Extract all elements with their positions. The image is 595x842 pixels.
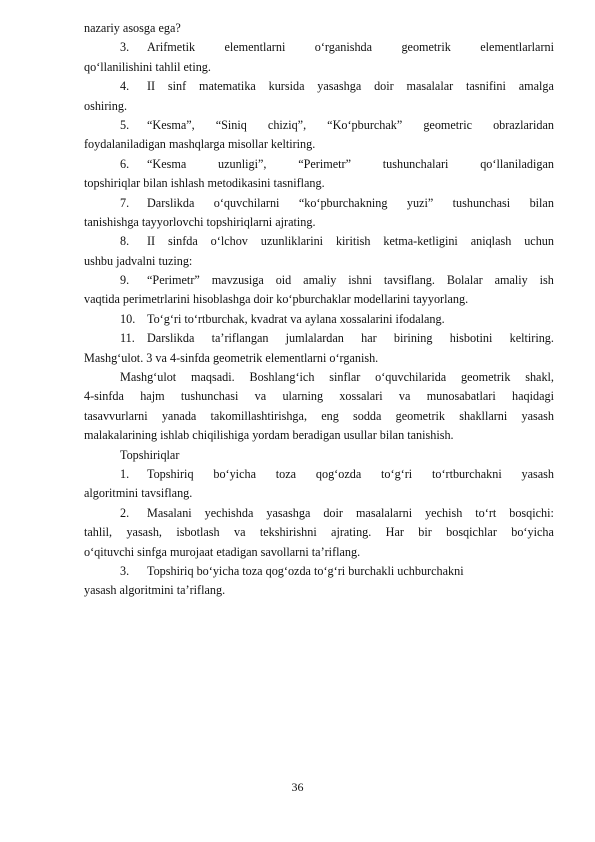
line-content [84, 407, 554, 426]
word: amaliy [494, 273, 528, 288]
line-text: Topshiriq bo‘yicha toza qog‘ozda to‘g‘ri burchakli uchburchakni [147, 563, 464, 578]
word: haqidagi [512, 389, 554, 404]
line-text: malakalarining ishlab chiqilishiga yordam beradigan usullar bilan tanishish. [84, 428, 454, 443]
word: “Perimetr” [298, 156, 351, 171]
line-content [84, 543, 554, 562]
word: yechishda [204, 505, 254, 520]
word: Bolalar [446, 273, 483, 288]
word: to‘rtburchakni [431, 466, 502, 481]
word: Mashg‘ulot [120, 370, 177, 385]
line-content [84, 523, 554, 542]
line-text [84, 387, 554, 406]
text-line [84, 465, 554, 484]
text-line [84, 213, 554, 232]
word: ta’riflangan [211, 331, 269, 346]
word: o‘quvchilarida [375, 370, 447, 385]
text-line [84, 194, 554, 213]
item-number: 8. [120, 234, 130, 249]
line-content [120, 446, 554, 465]
line-text [84, 407, 554, 426]
text-line [84, 38, 554, 57]
word: Boshlang‘ich [249, 370, 315, 385]
line-content [84, 135, 554, 154]
word: II [147, 234, 156, 249]
line-text [147, 194, 554, 213]
line-text [147, 77, 554, 96]
text-line [84, 310, 554, 329]
text-line [84, 368, 554, 387]
text-line [84, 523, 554, 542]
line-content [84, 581, 554, 600]
word: elementlarni [224, 40, 286, 55]
word: to‘g‘ri [381, 466, 413, 481]
item-number: 10. [120, 311, 136, 326]
text-line [84, 252, 554, 271]
word: yasash [521, 466, 554, 481]
word: eng [321, 408, 339, 423]
word: ularning [282, 389, 324, 404]
line-content [120, 562, 554, 581]
line-content [84, 174, 554, 193]
word: shakllarni [459, 408, 508, 423]
word: Darslikda [147, 331, 195, 346]
word: to‘rt [475, 505, 497, 520]
line-text: o‘qituvchi sinfga murojaat etadigan savollarni ta’riflang. [84, 544, 361, 559]
word: “Siniq [215, 117, 247, 132]
word: ajrating. [331, 525, 372, 540]
word: “ko‘pburchakning [298, 195, 388, 210]
word: kursida [268, 79, 305, 94]
word: Arifmetik [147, 40, 196, 55]
line-text [147, 116, 554, 135]
text-line [84, 97, 554, 116]
line-text: ushbu jadvalni tuzing: [84, 253, 193, 268]
line-text: foydalaniladigan mashqlarga misollar keltiring. [84, 137, 316, 152]
word: geometrik [461, 370, 511, 385]
line-text [147, 38, 554, 57]
word: oid [275, 273, 292, 288]
line-content [120, 329, 554, 348]
line-content [120, 194, 554, 213]
word: jumlalardan [285, 331, 344, 346]
line-text [120, 368, 554, 387]
word: tushunchasi [180, 389, 239, 404]
word: yasash, [126, 525, 162, 540]
line-text [147, 271, 554, 290]
word: amaliy [303, 273, 337, 288]
word: obrazlaridan [493, 117, 554, 132]
word: Har [385, 525, 404, 540]
word: kiritish [335, 234, 371, 249]
line-content [120, 116, 554, 135]
text-line [84, 155, 554, 174]
word: geometrik [401, 40, 451, 55]
word: yasash [521, 408, 554, 423]
line-content [84, 58, 554, 77]
line-content [120, 232, 554, 251]
word: ishni [348, 273, 372, 288]
line-content [120, 271, 554, 290]
line-content [84, 290, 554, 309]
word: matematika [198, 79, 256, 94]
text-line [84, 58, 554, 77]
line-text: qo‘llanilishini tahlil eting. [84, 59, 211, 74]
text-line [84, 174, 554, 193]
word: birining [393, 331, 433, 346]
word: bir [418, 525, 432, 540]
line-text: topshiriqlar bilan ishlash metodikasini tasniflang. [84, 176, 325, 191]
line-content [120, 38, 554, 57]
text-line [84, 426, 554, 445]
word: har [361, 331, 377, 346]
word: tekshirishni [259, 525, 317, 540]
word: tavsiflang. [383, 273, 435, 288]
item-number: 3. [120, 563, 130, 578]
text-line [84, 543, 554, 562]
text-line [84, 484, 554, 503]
word: shakl, [525, 370, 554, 385]
word: “Kesma [147, 156, 187, 171]
word: va [233, 525, 246, 540]
line-content [120, 310, 554, 329]
line-text [147, 465, 554, 484]
item-number: 7. [120, 195, 130, 210]
word: hisbotini [449, 331, 493, 346]
word: sodda [352, 408, 382, 423]
line-text: algoritmini tavsiflang. [84, 486, 193, 501]
line-text: yasash algoritmini ta’riflang. [84, 583, 226, 598]
word: doir [323, 505, 343, 520]
page-number: 36 [291, 780, 304, 794]
word: aniqlash [470, 234, 512, 249]
word: sinflar [329, 370, 361, 385]
item-number: 4. [120, 79, 130, 94]
word: toza [275, 466, 297, 481]
word: tushunchalari [382, 156, 449, 171]
line-content [120, 77, 554, 96]
word: “Perimetr” [147, 273, 200, 288]
line-text [84, 523, 554, 542]
line-content [120, 155, 554, 174]
line-text [147, 232, 554, 251]
word: masalalarni [355, 505, 413, 520]
document-body [84, 19, 554, 601]
item-number: 9. [120, 273, 130, 288]
line-text: tanishishga tayyorlovchi topshiriqlarni ajrating. [84, 214, 316, 229]
word: keltiring. [509, 331, 554, 346]
word: ketma-ketligini [383, 234, 458, 249]
word: va [398, 389, 411, 404]
text-line [84, 349, 554, 368]
word: II [147, 79, 156, 94]
item-number: 2. [120, 505, 130, 520]
word: geometrik [395, 408, 446, 423]
word: “Kesma”, [147, 117, 195, 132]
word: qo‘llaniladigan [480, 156, 554, 171]
word: hajm [140, 389, 165, 404]
word: Darslikda [147, 195, 195, 210]
line-content [120, 368, 554, 387]
word: o‘rganishda [314, 40, 373, 55]
line-content [84, 484, 554, 503]
word: maqsadi. [190, 370, 235, 385]
word: mavzusiga [211, 273, 264, 288]
line-text: Mashg‘ulot. 3 va 4-sinfda geometrik elementlarni o‘rganish. [84, 350, 379, 365]
word: o‘lchov [210, 234, 248, 249]
line-content [84, 349, 554, 368]
word: sinfda [168, 234, 198, 249]
text-line [84, 387, 554, 406]
word: doir [374, 79, 394, 94]
word: o‘quvchilarni [213, 195, 280, 210]
word: bo‘yicha [213, 466, 256, 481]
text-line [84, 407, 554, 426]
word: va [254, 389, 267, 404]
text-line [84, 232, 554, 251]
item-number: 1. [120, 466, 130, 481]
text-line [84, 77, 554, 96]
line-content [120, 504, 554, 523]
text-line [84, 116, 554, 135]
word: bosqichlar [446, 525, 497, 540]
word: “Ko‘pburchak” [327, 117, 403, 132]
item-number: 11. [120, 331, 135, 346]
line-content [84, 19, 554, 38]
line-content [84, 252, 554, 271]
line-text: Topshiriqlar [120, 447, 180, 462]
line-content [84, 387, 554, 406]
line-content [120, 465, 554, 484]
word: bo‘yicha [511, 525, 554, 540]
word: elementlarlarni [480, 40, 554, 55]
item-number: 5. [120, 117, 130, 132]
line-text [147, 155, 554, 174]
word: sinf [167, 79, 187, 94]
text-line [84, 19, 554, 38]
text-line [84, 446, 554, 465]
text-line [84, 581, 554, 600]
line-text: vaqtida perimetrlarini hisoblashga doir ko‘pburchaklar modellarini tayyorlang. [84, 292, 469, 307]
word: uchun [524, 234, 554, 249]
word: chiziq”, [267, 117, 307, 132]
word: tahlil, [84, 525, 113, 540]
word: uzunliklarini [260, 234, 324, 249]
line-text: To‘g‘ri to‘rtburchak, kvadrat va aylana xossalarini ifodalang. [147, 311, 445, 326]
word: qog‘ozda [315, 466, 362, 481]
item-number: 3. [120, 40, 130, 55]
word: geometric [423, 117, 473, 132]
text-line [84, 135, 554, 154]
word: ish [539, 273, 554, 288]
word: amalga [518, 79, 554, 94]
text-line [84, 562, 554, 581]
word: xossalari [339, 389, 383, 404]
line-text [147, 504, 554, 523]
word: munosabatlari [426, 389, 496, 404]
item-number: 6. [120, 156, 130, 171]
line-text: nazariy asosga ega? [84, 21, 181, 35]
line-content [84, 213, 554, 232]
line-text: oshiring. [84, 98, 127, 113]
word: masalalar [406, 79, 454, 94]
word: yechish [425, 505, 463, 520]
line-content [84, 426, 554, 445]
word: tushunchasi [452, 195, 511, 210]
word: bosqichi: [509, 505, 554, 520]
word: tasavvurlarni [84, 408, 148, 423]
word: uzunligi”, [218, 156, 267, 171]
word: isbotlash [176, 525, 220, 540]
word: yanada [161, 408, 197, 423]
word: bilan [529, 195, 554, 210]
word: Masalani [147, 505, 192, 520]
word: yasashga [266, 505, 311, 520]
text-line [84, 329, 554, 348]
word: yuzi” [406, 195, 434, 210]
word: tasnifini [465, 79, 506, 94]
text-line [84, 271, 554, 290]
word: takomillashtirishga, [210, 408, 307, 423]
text-line [84, 290, 554, 309]
line-text [147, 329, 554, 348]
line-content [84, 97, 554, 116]
text-line [84, 504, 554, 523]
word: 4-sinfda [84, 389, 124, 404]
word: yasashga [317, 79, 362, 94]
word: Topshiriq [147, 466, 194, 481]
